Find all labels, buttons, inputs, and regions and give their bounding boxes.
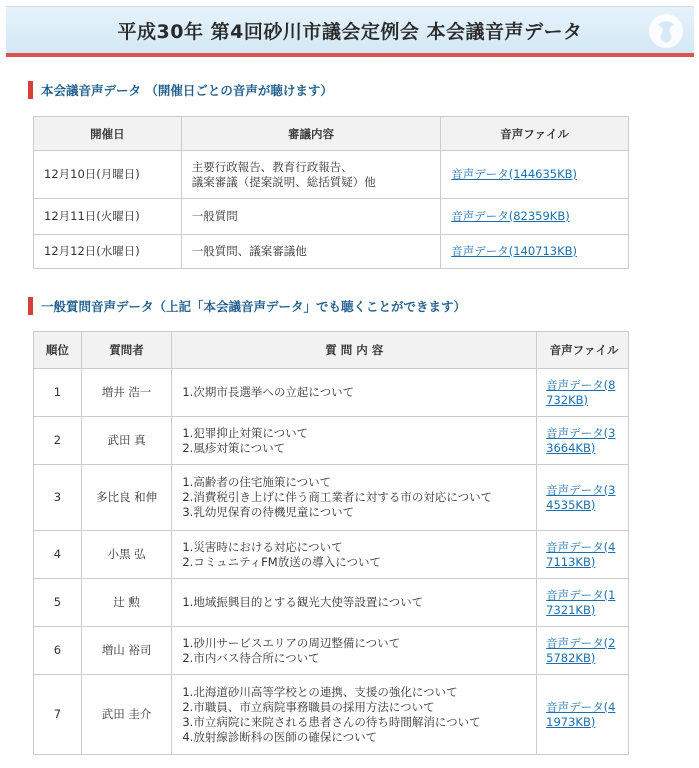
table-row: [34, 675, 629, 755]
col-header-date: 開催日: [34, 117, 182, 151]
table-row: [34, 579, 629, 627]
table-row: [34, 235, 629, 269]
question-item: 1.砂川サービスエリアの周辺整備について: [182, 635, 401, 650]
audio-file-link[interactable]: [546, 588, 615, 617]
file-cell: [537, 369, 629, 417]
file-cell: [537, 627, 629, 675]
question-item: 1.犯罪抑止対策について: [182, 425, 309, 440]
link-text-line: 音声データ(8: [546, 377, 616, 392]
file-cell: [537, 465, 629, 531]
link-text-line: 732KB): [546, 392, 589, 407]
questioner-cell: 武田 圭介: [81, 675, 172, 755]
link-text-line: 7113KB): [546, 554, 596, 569]
col-header-questioner: 質問者: [81, 332, 172, 369]
audio-file-link[interactable]: [546, 700, 615, 729]
table-row: [34, 417, 629, 465]
city-logo-icon: [646, 11, 686, 51]
file-cell: [441, 235, 629, 269]
questioner-cell: 武田 真: [81, 417, 172, 465]
question-item: 1.北海道砂川高等学校との連携、支援の強化について: [182, 684, 458, 699]
audio-file-link[interactable]: 音声データ(140713KB): [451, 244, 578, 258]
link-text-line: 音声データ(4: [546, 699, 616, 714]
questioner-cell: 小黒 弘: [81, 531, 172, 579]
question-item: 1.高齢者の住宅施策について: [182, 475, 332, 489]
audio-file-link[interactable]: [546, 378, 615, 407]
question-item: 2.市職員、市立病院事務職員の採用方法について: [182, 699, 435, 714]
question-item: 3.市立病院に来院される患者さんの待ち時間解消について: [182, 714, 481, 729]
rank-cell: 7: [34, 675, 82, 755]
page-title: 平成30年 第4回砂川市議会定例会 本会議音声データ: [117, 20, 583, 43]
rank-cell: 3: [34, 465, 82, 531]
col-header-audio-file: 音声ファイル: [537, 332, 629, 369]
questioner-cell: 多比良 和伸: [81, 465, 172, 531]
date-cell: 12月10日(月曜日): [34, 151, 182, 199]
col-header-content: 審議内容: [181, 117, 440, 151]
col-header-rank: 順位: [34, 332, 82, 369]
header-accent-bar: [6, 53, 694, 57]
link-text-line: 音声データ(3: [546, 425, 616, 440]
questions-cell: [172, 531, 537, 579]
file-cell: [537, 531, 629, 579]
content-line: 主要行政報告、教育行政報告、: [191, 159, 353, 174]
file-cell: [537, 417, 629, 465]
content-line: 議案審議（提案説明、総括質疑）他: [191, 174, 376, 189]
question-item: 4.放射線診断科の医師の確保について: [182, 729, 378, 744]
audio-file-link[interactable]: 音声データ(82359KB): [451, 209, 570, 223]
link-text-line: 3664KB): [546, 440, 596, 455]
table-header-row: [34, 332, 629, 369]
file-cell: [537, 579, 629, 627]
rank-cell: 4: [34, 531, 82, 579]
audio-file-link[interactable]: [546, 636, 615, 665]
table-row: [34, 531, 629, 579]
questions-cell: [172, 369, 537, 417]
col-header-audio-file: 音声ファイル: [441, 117, 629, 151]
link-text-line: 1973KB): [546, 714, 596, 729]
link-text-line: 音声データ(4: [546, 539, 616, 554]
question-item: 2.コミュニティFM放送の導入について: [182, 554, 381, 569]
questioner-cell: 増山 裕司: [81, 627, 172, 675]
rank-cell: 5: [34, 579, 82, 627]
plenary-audio-table: [33, 116, 629, 269]
question-item: 1.災害時における対応について: [182, 539, 343, 554]
questioner-cell: 辻 勲: [81, 579, 172, 627]
section-title-plenary: 本会議音声データ （開催日ごとの音声が聴けます）: [28, 81, 333, 99]
rank-cell: 6: [34, 627, 82, 675]
file-cell: [537, 675, 629, 755]
link-text-line: 4535KB): [546, 497, 596, 512]
table-header-row: [34, 117, 629, 151]
section-title-general-questions: 一般質問音声データ（上記「本会議音声データ」でも聴くことができます）: [28, 297, 466, 315]
questions-cell: [172, 627, 537, 675]
link-text-line: 5782KB): [546, 650, 596, 665]
link-text-line: 音声データ(3: [546, 482, 616, 497]
question-item: 2.風疹対策について: [182, 440, 286, 455]
questioner-cell: 増井 浩一: [81, 369, 172, 417]
date-cell: 12月12日(水曜日): [34, 235, 182, 269]
questions-cell: [172, 675, 537, 755]
rank-cell: 1: [34, 369, 82, 417]
table-row: [34, 627, 629, 675]
page-header: [6, 6, 694, 53]
audio-file-link[interactable]: [546, 540, 615, 569]
questions-cell: [172, 417, 537, 465]
content-cell: 一般質問、議案審議他: [181, 235, 440, 269]
link-text-line: 音声データ(1: [546, 587, 616, 602]
questions-cell: [172, 465, 537, 531]
table-row: [34, 199, 629, 235]
link-text-line: 7321KB): [546, 602, 596, 617]
question-item: 1.次期市長選挙への立起について: [182, 385, 355, 399]
question-item: 1.地域振興目的とする観光大使等設置について: [182, 595, 424, 609]
file-cell: [441, 199, 629, 235]
content-cell: 一般質問: [181, 199, 440, 235]
audio-file-link[interactable]: [546, 426, 615, 455]
table-row: [34, 151, 629, 199]
question-item: 2.消費税引き上げに伴う商工業者に対する市の対応について: [182, 490, 493, 504]
content-cell: [181, 151, 440, 199]
table-row: [34, 369, 629, 417]
table-row: [34, 465, 629, 531]
link-text-line: 音声データ(2: [546, 635, 616, 650]
question-item: 3.乳幼児保育の待機児童について: [182, 505, 355, 519]
audio-file-link[interactable]: 音声データ(144635KB): [451, 167, 578, 181]
date-cell: 12月11日(火曜日): [34, 199, 182, 235]
col-header-question-content: 質 問 内 容: [172, 332, 537, 369]
general-questions-table: [33, 331, 629, 755]
questions-cell: [172, 579, 537, 627]
file-cell: [441, 151, 629, 199]
audio-file-link[interactable]: [546, 483, 615, 512]
question-item: 2.市内バス待合所について: [182, 650, 320, 665]
rank-cell: 2: [34, 417, 82, 465]
